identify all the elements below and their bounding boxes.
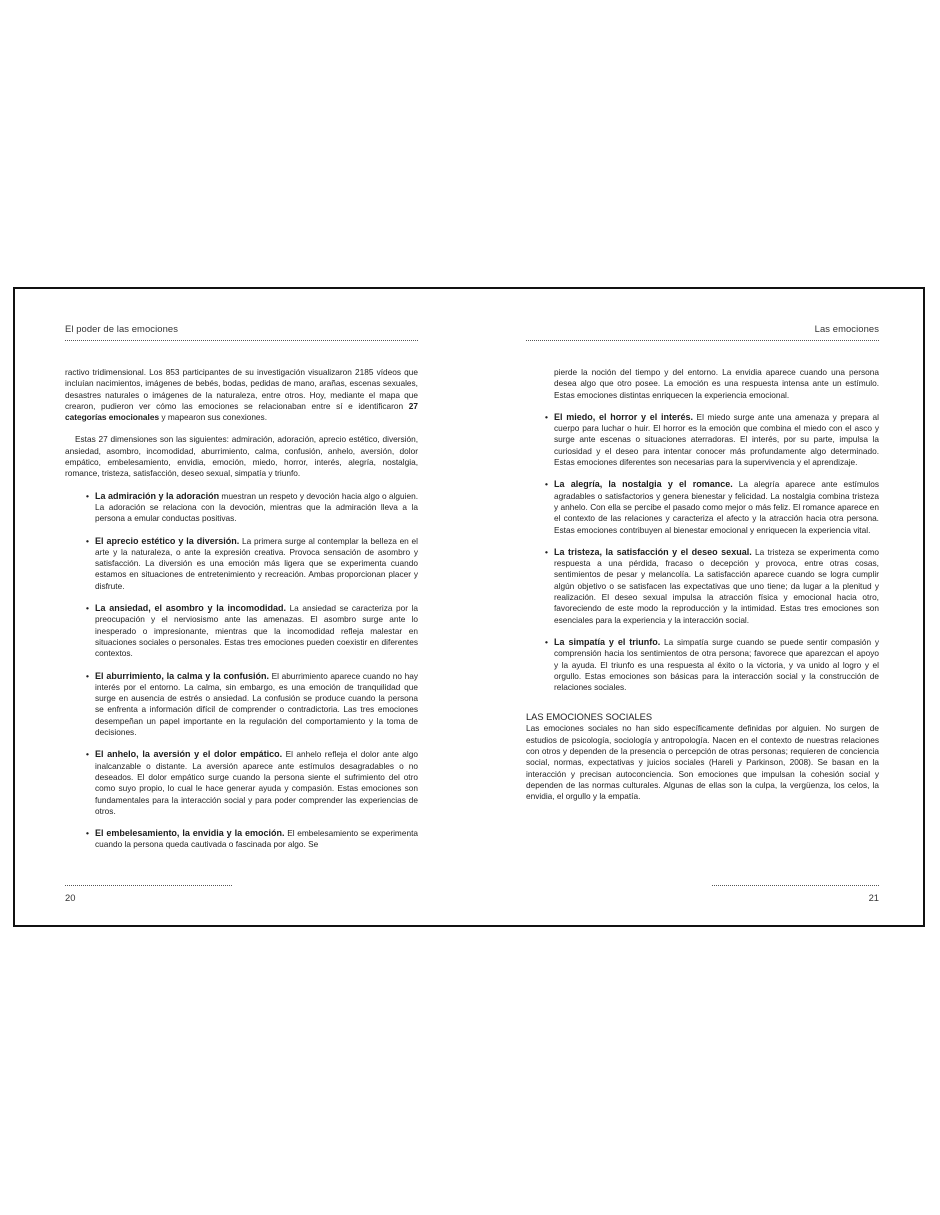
bullet-icon: • [86, 603, 89, 614]
running-head: Las emociones [814, 323, 879, 334]
bullet-title: La admiración y la adoración [95, 490, 220, 501]
bullet-title: La simpatía y el triunfo. [554, 636, 661, 647]
bullet-text: La tristeza se experimenta como respuesta a una pérdida, fracaso o decepción y provoca, entre otras cosas, sentimientos de pesar y melancolía. La satisfacción aparece cuando se logra cumplir algún objetivo o se satisfacen las expectativas que uno tiene; da lugar a la plenitud y realización. El deseo sexual impulsa la atracción física y emocional hacia otro, favoreciendo de este modo la reproducción y la intimidad. Estas tres emociones son esenciales para la experiencia y la interacción social. [554, 546, 879, 625]
bullet-icon: • [545, 636, 548, 647]
list-item [526, 412, 879, 468]
left-body [65, 367, 418, 851]
bullet-icon: • [545, 479, 548, 490]
bullet-title: El aburrimiento, la calma y la confusión. [95, 670, 269, 681]
section-title: LAS EMOCIONES SOCIALES [526, 712, 653, 723]
intro-paragraph [65, 367, 418, 423]
list-item [65, 603, 418, 659]
bullet-icon: • [545, 546, 548, 557]
intro-bold: 27 categorías emocionales [65, 400, 418, 423]
bullet-title: El aprecio estético y la diversión. [95, 535, 240, 546]
list-item [65, 536, 418, 592]
bullet-title: El anhelo, la aversión y el dolor empático. [95, 749, 283, 760]
list-item [65, 749, 418, 817]
dimensions-paragraph: Estas 27 dimensiones son las siguientes: admiración, adoración, aprecio estético, diversión, ansiedad, asombro, incomodidad, aburrimiento, calma, confusión, anhelo, aversión, dolor empático, embelesamiento, envidia, emoción, miedo, horror, interés, alegría, nostalgia, romance, tristeza, satisfacción, deseo sexual, simpatía y triunfo. [65, 434, 418, 479]
bullet-text: El aburrimiento aparece cuando no hay interés por el entorno. La calma, sin embargo, es una emoción de tranquilidad que surge en ausencia de estrés o ansiedad. La confusión se produce cuando la persona se enfrenta a información difícil de comprender o contradictoria. Las tres emociones desempeñan un papel importante en la regulación del comportamiento y la toma de decisiones. [95, 670, 418, 738]
bullet-icon: • [86, 535, 89, 546]
bullet-icon: • [86, 828, 89, 839]
list-item [65, 671, 418, 739]
header-rule [65, 340, 418, 341]
footer-rule [712, 885, 879, 886]
book-spread [13, 287, 925, 927]
list-item [65, 491, 418, 525]
bullet-icon: • [545, 411, 548, 422]
right-page [526, 289, 879, 925]
bullet-text: La primera surge al contemplar la belleza en el arte y la naturaleza, o ante la expresión creativa. Provoca sensación de asombro y satisfacción. La diversión es una emoción más ligera que se experimenta cuando estamos en situaciones de entretenimiento y recreación. Ambas proporcionan placer y disfrute. [95, 535, 419, 591]
bullet-text: La simpatía surge cuando se puede sentir compasión y comprensión hacia los sentimientos de otra persona; favorece que aparezcan el apoyo y la ayuda. El triunfo es una respuesta al éxito o la victoria, y va unido al logro y el orgullo. Estas emociones son básicas para la interacción social y la construcción de relaciones sociales. [554, 636, 879, 693]
bullet-text: El miedo surge ante una amenaza y prepara al cuerpo para luchar o huir. El horror es la emoción que combina el miedo con el asco y surge ante escenas o situaciones aterradoras. El interés, por su parte, impulsa la curiosidad y el deseo para intentar conocer más profundamente algo determinado. Estas emociones diferentes son necesarias para la supervivencia y el aprendizaje. [554, 411, 879, 468]
list-item [526, 637, 879, 693]
list-item [526, 547, 879, 626]
bullet-icon: • [86, 670, 89, 681]
bullet-icon: • [86, 749, 89, 760]
section-paragraph: Las emociones sociales no han sido específicamente definidas por alguien. No surgen de estudios de psicología, sociología y antropología. Nacen en el contexto de nuestras relaciones con otros y dependen de la presencia o percepción de otras personas; requieren de conciencia social, normas, expectativas y juicios sociales (Hareli y Parkinson, 2008). Se basan en la interacción y precisan autoconciencia. Son emociones que impulsan la cohesión social y dependen de las normas culturales. Algunas de ellas son la culpa, la vergüenza, los celos, la envidia, el orgullo y la empatía. [526, 723, 879, 802]
bullet-title: La alegría, la nostalgia y el romance. [554, 479, 733, 490]
running-head: El poder de las emociones [65, 323, 178, 334]
bullet-text: La ansiedad se caracteriza por la preocupación y el nerviosismo ante las amenazas. El asombro surge ante lo inesperado o impresionante, mientras que la incomodidad refleja malestar en situaciones sociales o personales. Estas tres emociones pueden coexistir en diferentes contextos. [95, 603, 419, 659]
page-number: 20 [65, 892, 76, 903]
right-body [526, 367, 879, 803]
list-item [526, 479, 879, 535]
list-item [65, 828, 418, 851]
footer-rule [65, 885, 232, 886]
bullet-title: El embelesamiento, la envidia y la emoción. [95, 828, 285, 839]
bullet-text: El embelesamiento se experimenta cuando la persona queda cautivada o fascinada por algo. Se [95, 828, 418, 850]
bullet-icon: • [86, 490, 89, 501]
bullet-text: muestran un respeto y devoción hacia algo o alguien. La adoración se relaciona con la devoción, mientras que la admiración lleva a la persona a emular conductas positivas. [95, 490, 418, 524]
bullet-text: El anhelo refleja el dolor ante algo inalcanzable o distante. La aversión aparece ante estímulos desagradables o no deseados. El dolor empático surge cuando la persona siente el sufrimiento del otro como suyo propio, lo cual le hace generar ayuda y compasión. Estas emociones son fundamentales para la interacción social y para poder comprender las experiencias de otros. [95, 749, 418, 816]
bullet-text: La alegría aparece ante estímulos agradables o satisfactorios y genera bienestar y felicidad. La nostalgia combina tristeza y anhelo. Con ella se percibe el pasado como mejor o más feliz. El romance aparece en el contexto de las relaciones y caracteriza el afecto y la atracción hacia otra persona. Estas emociones contribuyen al bienestar emocional y enriquecen la experiencia vital. [554, 479, 879, 535]
bullet-title: La tristeza, la satisfacción y el deseo sexual. [554, 546, 752, 557]
intro-text: ractivo tridimensional. Los 853 participantes de su investigación visualizaron 2185 vídeos que incluían nacimientos, imágenes de bebés, bodas, pedidas de mano, arañas, escenas sexuales, desastres naturales o imágenes de la naturaleza, entre otros. Hoy, mediante el mapa que crearon, pudieron ver cómo las emociones se relacionaban entre sí e identificaron [65, 367, 418, 411]
header-rule [526, 340, 879, 341]
left-page [65, 289, 418, 925]
continuation-paragraph: pierde la noción del tiempo y del entorno. La envidia aparece cuando una persona desea algo que otro posee. La emoción es una respuesta intensa ante un estímulo. Estas emociones distintas enriquecen la experiencia emocional. [554, 367, 879, 400]
bullet-title: La ansiedad, el asombro y la incomodidad. [95, 603, 287, 614]
page-number: 21 [868, 892, 879, 903]
bullet-title: El miedo, el horror y el interés. [554, 411, 693, 422]
intro-text-end: y mapearon sus conexiones. [159, 412, 267, 423]
